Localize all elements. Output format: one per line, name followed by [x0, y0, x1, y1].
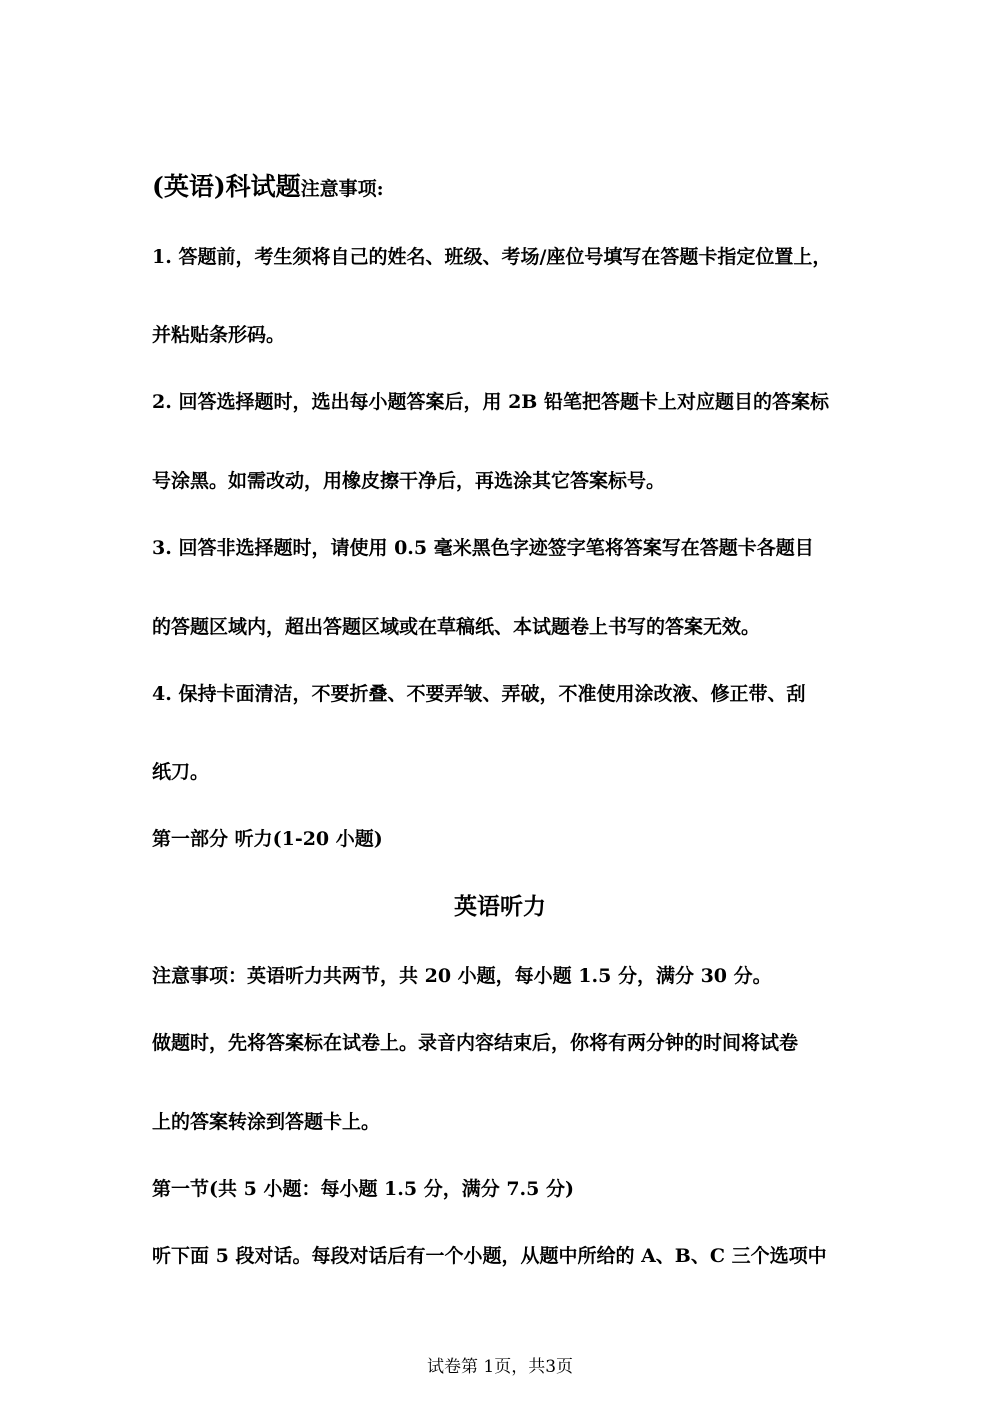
title-main: (英语)科试题 [152, 172, 301, 201]
instruction-1-line-1: 1. 答题前，考生须将自己的姓名、班级、考场/座位号填写在答题卡指定位置上， [152, 246, 832, 268]
instruction-3-line-2: 的答题区域内，超出答题区域或在草稿纸、本试题卷上书写的答案无效。 [152, 616, 761, 638]
instruction-2-line-1: 2. 回答选择题时，选出每小题答案后，用 2B 铅笔把答题卡上对应题目的答案标 [152, 391, 829, 413]
listening-notice-2-line-2: 上的答案转涂到答题卡上。 [152, 1111, 381, 1133]
listening-title: 英语听力 [454, 893, 546, 920]
instruction-2-line-2: 号涂黑。如需改动，用橡皮擦干净后，再选涂其它答案标号。 [152, 470, 666, 492]
title-notice-label: 注意事项: [300, 178, 384, 200]
part1-heading: 第一部分 听力(1-20 小题) [152, 828, 383, 850]
section1-heading: 第一节(共 5 小题：每小题 1.5 分，满分 7.5 分) [152, 1178, 574, 1200]
instruction-4-line-1: 4. 保持卡面清洁，不要折叠、不要弄皱、弄破，不准使用涂改液、修正带、刮 [152, 683, 806, 705]
exam-title [152, 172, 384, 204]
listening-notice-2-line-1: 做题时，先将答案标在试卷上。录音内容结束后，你将有两分钟的时间将试卷 [152, 1032, 799, 1054]
listening-notice: 注意事项：英语听力共两节，共 20 小题，每小题 1.5 分，满分 30 分。 [152, 965, 772, 987]
instruction-1-line-2: 并粘贴条形码。 [152, 324, 286, 346]
instruction-4-line-2: 纸刀。 [152, 761, 210, 783]
instruction-3-line-1: 3. 回答非选择题时，请使用 0.5 毫米黑色字迹签字笔将答案写在答题卡各题目 [152, 537, 814, 559]
page-footer: 试卷第 1页，共3页 [426, 1357, 574, 1377]
section1-instruction: 听下面 5 段对话。每段对话后有一个小题，从题中所给的 A、B、C 三个选项中 [152, 1245, 827, 1267]
